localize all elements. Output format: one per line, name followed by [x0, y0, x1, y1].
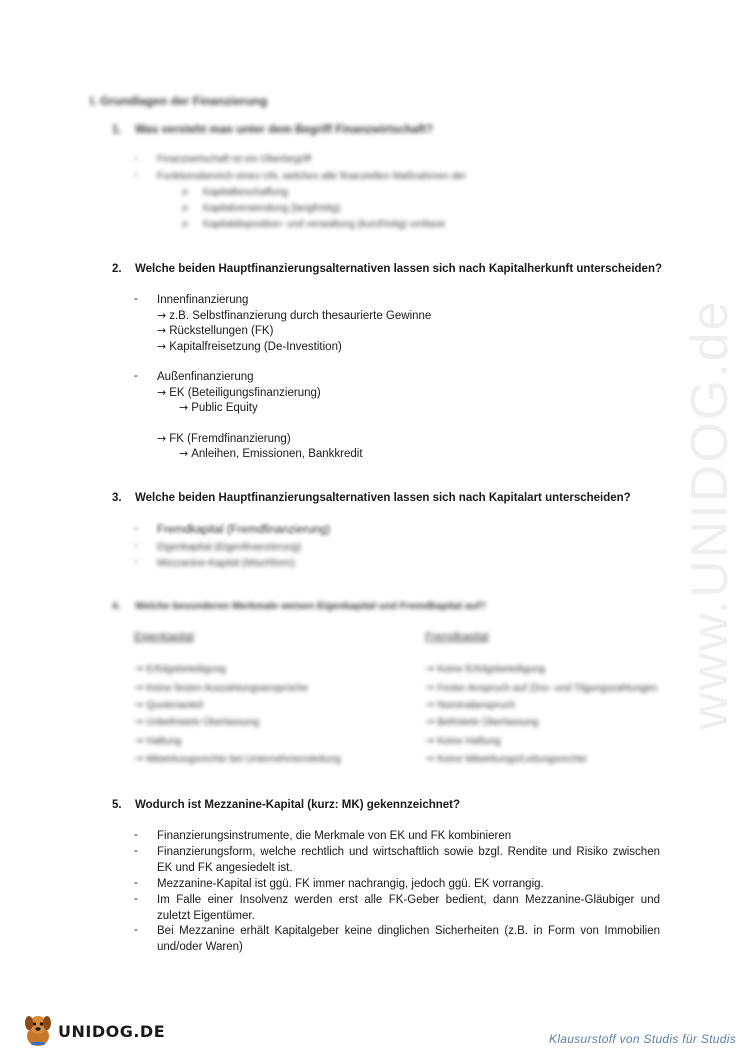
- list-item: → Kapitalfreisetzung (De-Investition): [157, 340, 342, 353]
- arrow-right-icon: →: [179, 447, 189, 460]
- eigenkapital-header: Eigenkapital: [134, 631, 194, 643]
- list-item: Finanzierungsinstrumente, die Merkmale von EK und FK kombinieren: [157, 830, 512, 842]
- list-item: Fremdkapital (Fremdfinanzierung): [157, 524, 331, 536]
- list-item: → Haftung: [134, 734, 182, 747]
- list-item: → Befristete Überlassung: [425, 715, 539, 728]
- logo-text: UNIDOG.DE: [58, 1022, 166, 1041]
- question-5: 5. Wodurch ist Mezzanine-Kapital (kurz: MK) gekennzeichnet?: [112, 799, 461, 811]
- fremdkapital-header: Fremdkapital: [425, 631, 489, 643]
- list-item: → Unbefristete Überlassung: [134, 715, 260, 728]
- list-item: → Keine Erfolgsbeteiligung: [425, 662, 546, 675]
- question-5-text: Wodurch ist Mezzanine-Kapital (kurz: MK) gekennzeichnet?: [135, 799, 461, 811]
- list-subitem: Kapitaldisposition- und verwaltung (kurzfristig) umfasst: [203, 219, 445, 230]
- list-item: Eigenkapital (Eigenfinanzierung): [157, 542, 301, 553]
- question-1-text: Was versteht man unter dem Begriff Finanzwirtschaft?: [135, 124, 433, 136]
- list-item: → FK (Fremdfinanzierung): [157, 432, 291, 445]
- list-subitem: Kapitalbeschaffung: [203, 187, 288, 198]
- list-item: → Rückstellungen (FK): [157, 324, 274, 337]
- question-4: 4. Welche besonderen Merkmale weisen Eigenkapital und Fremdkapital auf?: [112, 601, 487, 612]
- arrow-right-icon: →: [179, 401, 189, 414]
- list-item: → Quotenanteil: [134, 698, 203, 711]
- question-3-text: Welche beiden Hauptfinanzierungsalternativen lassen sich nach Kapitalart unterscheiden?: [135, 492, 631, 504]
- list-item: Finanzierungsform, welche rechtlich und wirtschaftlich sowie bzgl. Rendite und Risiko zwischen EK und FK angesiedelt ist.: [157, 846, 660, 874]
- list-item: → Fester Anspruch auf Zins- und Tilgungszahlungen: [425, 681, 658, 694]
- list-item: Funktionsbereich eines UN, welches alle finanziellen Maßnahmen der: [157, 171, 467, 182]
- footer-slogan: Klausurstoff von Studis für Studis: [549, 1032, 736, 1046]
- arrow-right-icon: →: [157, 386, 167, 399]
- arrow-right-icon: →: [157, 432, 167, 445]
- arrow-right-icon: →: [157, 324, 167, 337]
- question-2-text: Welche beiden Hauptfinanzierungsalternativen lassen sich nach Kapitalherkunft unterscheiden?: [135, 263, 662, 275]
- question-2: 2. Welche beiden Hauptfinanzierungsalternativen lassen sich nach Kapitalherkunft unterscheiden?: [112, 263, 662, 275]
- list-item: → Erfolgsbeteiligung: [134, 662, 226, 675]
- list-item: → z.B. Selbstfinanzierung durch thesaurierte Gewinne: [157, 309, 432, 322]
- question-3: 3. Welche beiden Hauptfinanzierungsalternativen lassen sich nach Kapitalart unterscheiden?: [112, 492, 631, 504]
- dog-icon: [18, 1010, 58, 1050]
- list-item: Im Falle einer Insolvenz werden erst alle FK-Geber bedient, dann Mezzanine-Gläubiger und zuletzt Eigentümer.: [157, 894, 660, 922]
- list-item: → Mitwirkungsrechte bei Unternehmensleitung: [134, 752, 341, 765]
- list-subitem: → Anleihen, Emissionen, Bankkredit: [179, 447, 363, 460]
- list-item: → Keine Haftung: [425, 734, 501, 747]
- list-item: Mezzanine-Kapital (Mischform): [157, 558, 295, 569]
- question-1: 1. Was versteht man unter dem Begriff Finanzwirtschaft?: [112, 124, 433, 136]
- unidog-logo[interactable]: [18, 1010, 166, 1050]
- watermark: www.UNIDOG.de: [681, 299, 739, 730]
- list-subitem: → Public Equity: [179, 401, 258, 414]
- innenfinanzierung-label: Innenfinanzierung: [157, 294, 249, 306]
- list-item: → Nominalanspruch: [425, 698, 516, 711]
- list-item: → Keine festen Auszahlungsansprüche: [134, 681, 309, 694]
- list-item: Bei Mezzanine erhält Kapitalgeber keine dinglichen Sicherheiten (z.B. in Form von Immobilien und/oder Waren): [157, 925, 660, 953]
- list-item: Finanzwirtschaft ist ein Oberbegriff: [157, 154, 311, 165]
- list-item: → EK (Beteiligungsfinanzierung): [157, 386, 321, 399]
- list-item: → Keine Mitwirkungs/Leitungsrechte: [425, 752, 587, 765]
- section-title: I. Grundlagen der Finanzierung: [90, 94, 268, 108]
- list-item: Mezzanine-Kapital ist ggü. FK immer nachrangig, jedoch ggü. EK vorrangig.: [157, 878, 544, 890]
- aussenfinanzierung-label: Außenfinanzierung: [157, 371, 254, 383]
- arrow-right-icon: →: [157, 340, 167, 353]
- arrow-right-icon: →: [157, 309, 167, 322]
- document-page: www.UNIDOG.de I. Grundlagen der Finanzierung 1. Was versteht man unter dem Begriff Finanzwirtschaft? - Finanzwirtschaft ist ein Oberbegriff - Funktionsbereich eines UN, welches alle finanziellen Maßnahmen der o Kapitalbeschaffung o Kapitalverwendung (langfristig) o Kapitaldisposition- und verwaltung (kurzfristig) umfasst 2. Welche beiden Hauptfinanzierungsalternativen lassen sich nach Kapitalherkunft unterscheiden? - Innenfinanzierung → z.B. Selbstfinanzierung durch thesaurierte Gewinne → Rückstellungen (FK) → Kapitalfreisetzung (De-Investition) - Außenfinanzierung → EK (Beteiligungsfinanzierung) → Public Equity → FK (Fremdfinanzierung) → Anleihen, Emissionen, Bankkredit 3. Welche beiden Hauptfinanzierungsalternativen lassen sich nach Kapitalart unterscheiden? - Fremdkapital (Fremdfinanzierung) - Eigenkapital (Eigenfinanzierung) - Mezzanine-Kapital (Mischform) 4. Welche besonderen Merkmale weisen Eigenkapital und Fremdkapital auf? Eigenkapital Fremdkapital → Erfolgsbeteiligung → Keine festen Auszahlungsansprüche → Quotenanteil → Unbefristete Überlassung → Haftung → Mitwirkungsrechte bei Unternehmensleitung → Keine Erfolgsbeteiligung → Fester Anspruch auf Zins- und Tilgungszahlungen → Nominalanspruch → Befristete Überlassung → Keine Haftung → Keine Mitwirkungs/Leitungsrechte 5. Wodurch ist Mezzanine-Kapital (kurz: MK) gekennzeichnet? - Finanzierungsinstrumente, die Merkmale von EK und FK kombinieren - Finanzierungsform, welche rechtlich und wirtschaftlich sowie bzgl. Rendite und Risiko zwischen EK und FK angesiedelt ist. - Mezzanine-Kapital ist ggü. FK immer nachrangig, jedoch ggü. EK vorrangig. - Im Falle einer Insolvenz werden erst alle FK-Geber bedient, dann Mezzanine-Gläubiger und zuletzt Eigentümer. - Bei Mezzanine erhält Kapitalgeber keine dinglichen Sicherheiten (z.B. in Form von Immobilien und/oder Waren) UNIDOG.DE Klausurstoff von Studis für Studis: [0, 0, 750, 1062]
- list-subitem: Kapitalverwendung (langfristig): [203, 203, 341, 214]
